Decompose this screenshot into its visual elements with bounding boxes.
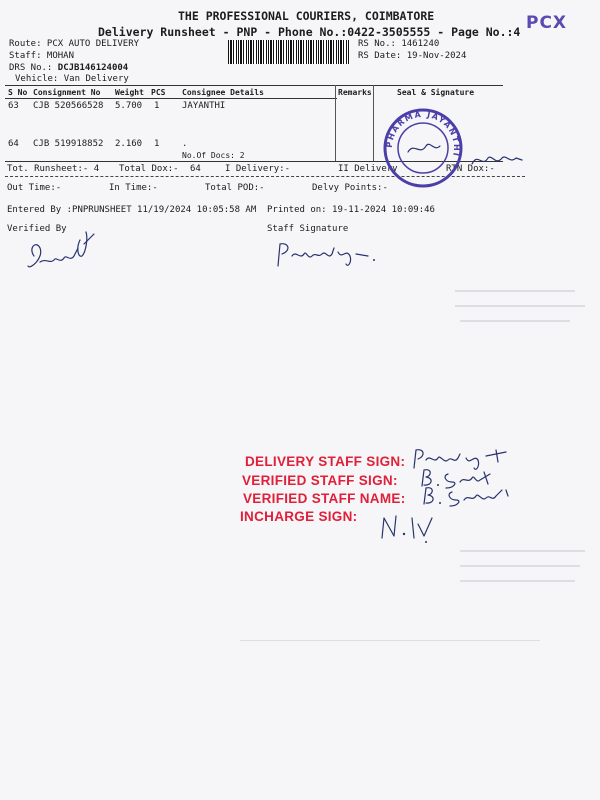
seal-text: PHARMA JAYANTHI xyxy=(384,109,462,159)
tot-runsheet: Tot. Runsheet:- 4 xyxy=(7,164,100,174)
staff-signature-mark xyxy=(272,238,382,274)
entered-by: Entered By :PNPRUNSHEET 11/19/2024 10:05:58 AM xyxy=(7,205,257,215)
i-delivery: I Delivery:- xyxy=(225,164,291,174)
bleed-mark xyxy=(460,580,575,582)
pcx-logo: PCX xyxy=(526,13,568,33)
cell-doc-count: No.Of Docs: 2 xyxy=(182,151,245,160)
th-consignment: Consignment No xyxy=(33,88,101,97)
table-header-rule xyxy=(5,98,337,99)
company-name: THE PROFESSIONAL COURIERS, COIMBATORE xyxy=(178,9,435,23)
rtn-dox: RTN Dox:- xyxy=(446,164,495,174)
cell-sno: 63 xyxy=(8,101,19,111)
cell-weight: 5.700 xyxy=(115,101,143,111)
incharge-signature xyxy=(376,510,446,544)
cell-pcs: 1 xyxy=(154,101,160,111)
th-sno: S No xyxy=(8,88,28,97)
th-pcs: PCS xyxy=(151,88,166,97)
verified-staff-name-label: VERIFIED STAFF NAME: xyxy=(243,491,406,506)
rs-number: RS No.: 1461240 xyxy=(358,39,440,49)
svg-text:PHARMA JAYANTHI xyxy=(385,110,461,158)
seal-divider xyxy=(373,85,374,161)
pharma-seal-stamp xyxy=(378,106,468,190)
route-label: Route: PCX AUTO DELIVERY xyxy=(9,39,140,49)
remarks-divider xyxy=(335,85,336,161)
cell-consignment: CJB 519918852 xyxy=(33,139,104,149)
seal-handwriting xyxy=(468,148,528,172)
bleed-mark xyxy=(240,640,540,641)
drs-number xyxy=(9,63,128,73)
bleed-mark xyxy=(460,565,580,567)
total-dox-label: Total Dox:- xyxy=(119,164,179,174)
verified-staff-name-handwritten xyxy=(420,484,520,508)
cell-weight: 2.160 xyxy=(115,139,143,149)
bleed-mark xyxy=(455,305,585,307)
bleed-mark xyxy=(460,320,570,322)
verified-by-signature xyxy=(20,218,110,278)
vehicle-label: Vehicle: Van Delivery xyxy=(15,74,129,84)
bleed-mark xyxy=(455,290,575,292)
total-pod: Total POD:- xyxy=(205,183,265,193)
th-seal: Seal & Signature xyxy=(397,88,475,97)
barcode xyxy=(228,40,350,64)
cell-consignee: JAYANTHI xyxy=(182,101,226,111)
rs-date: RS Date: 19-Nov-2024 xyxy=(358,51,467,61)
table-top-rule xyxy=(5,85,503,86)
printed-on: Printed on: 19-11-2024 10:09:46 xyxy=(267,205,435,215)
delvy-points: Delvy Points:- xyxy=(312,183,388,193)
drs-label: DRS No.: xyxy=(9,63,58,73)
incharge-sign-label: INCHARGE SIGN: xyxy=(240,509,358,524)
total-dox-value: 64 xyxy=(190,164,201,174)
cell-consignment: CJB 520566528 xyxy=(33,101,104,111)
cell-consignee: . xyxy=(182,139,188,149)
verified-staff-sign-label: VERIFIED STAFF SIGN: xyxy=(242,473,398,488)
delivery-staff-sign-label: DELIVERY STAFF SIGN: xyxy=(245,454,406,469)
ii-delivery: II Delivery xyxy=(338,164,398,174)
cell-sno: 64 xyxy=(8,139,19,149)
bleed-mark xyxy=(460,550,585,552)
out-time: Out Time:- xyxy=(7,183,62,193)
drs-value: DCJB146124004 xyxy=(57,63,129,73)
in-time: In Time:- xyxy=(109,183,158,193)
th-remarks: Remarks xyxy=(338,88,372,97)
th-consignee: Consignee Details xyxy=(182,88,264,97)
runsheet-title: Delivery Runsheet - PNP - Phone No.:0422-3505555 - Page No.:4 xyxy=(98,25,521,39)
th-weight: Weight xyxy=(115,88,144,97)
staff-label: Staff: MOHAN xyxy=(9,51,75,61)
cell-pcs: 1 xyxy=(154,139,160,149)
staff-signature-label: Staff Signature xyxy=(267,224,349,234)
verified-by-label: Verified By xyxy=(7,224,67,234)
